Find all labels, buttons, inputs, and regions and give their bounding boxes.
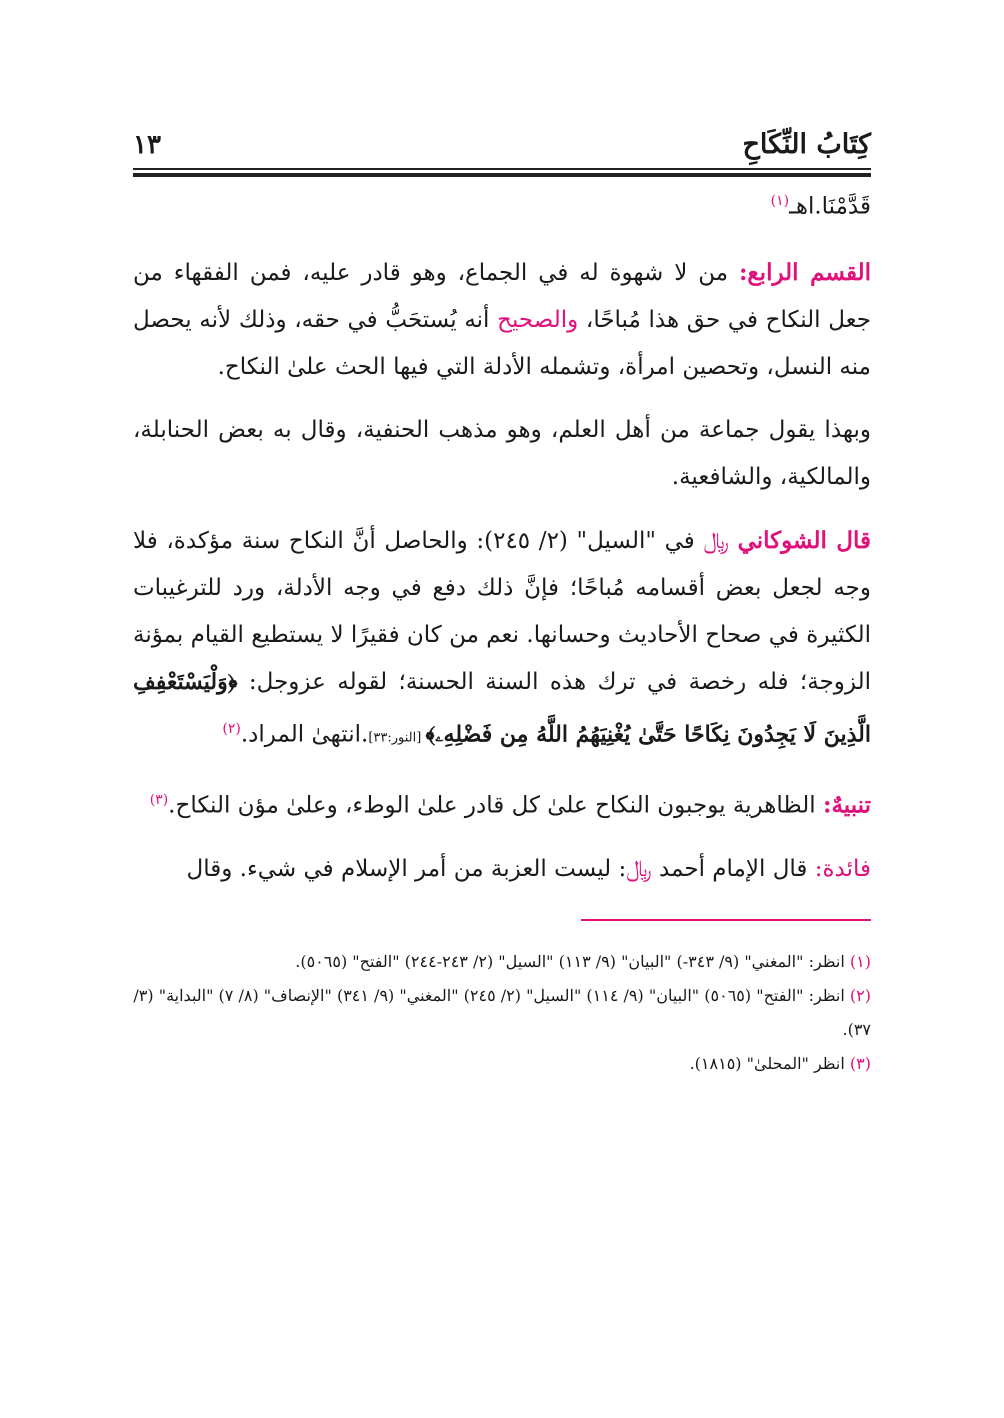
- paragraph-fourth-category: [133, 249, 871, 391]
- paragraph-shawkani: [133, 517, 871, 762]
- footnote-number: (٣): [849, 1053, 871, 1073]
- continued-text: قَدَّمْنَا.اهـ: [789, 193, 871, 220]
- honorific-glyph: ﷼: [626, 855, 652, 882]
- footnote-text: انظر: "المغني" (٩/ ٣٤٣-) "البيان" (٩/ ١١٣) "السيل" (٢/ ٢٤٣-٢٤٤) "الفتح" (٥٠٦٥).: [295, 951, 850, 971]
- footnote-marker-3[interactable]: (٣): [149, 792, 169, 809]
- paragraph-text: من لا شهوة له في الجماع، وهو قادر عليه، فمن الفقهاء من جعل النكاح في حق هذا مُباحًا،: [133, 259, 871, 333]
- paragraph-text: الظاهرية يوجبون النكاح علىٰ كل قادر علىٰ الوطء، وعلىٰ مؤن النكاح.: [168, 792, 823, 819]
- paragraph-text: أنه يُستحَبُّ في حقه، وذلك لأنه يحصل منه النسل، وتحصين امرأة، وتشمله الأدلة التي فيها الحث علىٰ النكاح.: [133, 306, 871, 380]
- section-label-shawkani: قال الشوكاني: [737, 526, 871, 554]
- honorific-glyph: ﷼: [694, 527, 738, 554]
- paragraph-madhhab: وبهذا يقول جماعة من أهل العلم، وهو مذهب الحنفية، وقال به بعض الحنابلة، والمالكية، والشافعية.: [133, 416, 871, 490]
- verse-reference: [النور:٣٣]: [368, 730, 426, 746]
- footnote-1: [133, 945, 871, 979]
- page-number: ١٣: [133, 130, 161, 160]
- footnote-2: [133, 979, 871, 1047]
- footnote-number: (١): [849, 951, 871, 971]
- paragraph-text: قال الإمام أحمد: [651, 855, 815, 882]
- book-title: كِتَابُ النِّكَاحِ: [742, 129, 871, 160]
- header-rule-thin: [133, 168, 871, 170]
- footnote-separator: [581, 919, 871, 921]
- paragraph-tanbih: [133, 777, 871, 830]
- page: [133, 118, 871, 1081]
- continued-line: [133, 181, 871, 227]
- footnote-marker-2[interactable]: (٢): [222, 720, 241, 737]
- section-label-tanbih: تنبيهٌ:: [822, 791, 871, 819]
- footnote-text: انظر: "الفتح" (٥٠٦٥) "البيان" (٩/ ١١٤) "السيل" (٢/ ٢٤٥) "المغني" (٩/ ٣٤١) "الإنصاف" (٨/ ٧) "البداية" (٣/ ٣٧).: [133, 985, 871, 1039]
- section-label-faida: فائدة:: [814, 855, 871, 882]
- paragraph-text: .انتهىٰ المراد.: [240, 721, 369, 748]
- quran-verse: ﴿وَلْيَسْتَعْفِفِ الَّذِينَ لَا يَجِدُونَ نِكَاحًا حَتَّىٰ يُغْنِيَهُمُ اللَّهُ مِن فَضْلِهِۦ﴾: [133, 668, 871, 748]
- section-label-fourth: القسم الرابع:: [738, 258, 871, 286]
- paragraph-text: في "السيل" (٢/ ٢٤٥): والحاصل أنَّ النكاح سنة مؤكدة، فلا وجه لجعل بعض أقسامه مُباحًا؛ فإنَّ ذلك دفع في وجه الأدلة، ورد للترغيبات الكثيرة في صحاح الأحاديث وحسانها. نعم من كان فقيرًا لا يستطيع القيام بمؤنة الزوجة؛ فله رخصة في ترك هذه السنة الحسنة؛ لقوله عزوجل:: [133, 527, 871, 695]
- paragraph-text: : ليست العزبة من أمر الإسلام في شيء. وقال: [186, 855, 627, 882]
- footnote-text: انظر "المحلىٰ" (١٨١٥).: [689, 1053, 850, 1073]
- footnote-marker-1[interactable]: (١): [770, 193, 790, 209]
- header-rule-thick: [133, 173, 871, 177]
- sahih-highlight: والصحيح: [497, 306, 579, 333]
- footnote-number: (٢): [849, 985, 871, 1005]
- paragraph-faida: [133, 846, 871, 893]
- footnote-3: [133, 1047, 871, 1081]
- running-header: [133, 118, 871, 160]
